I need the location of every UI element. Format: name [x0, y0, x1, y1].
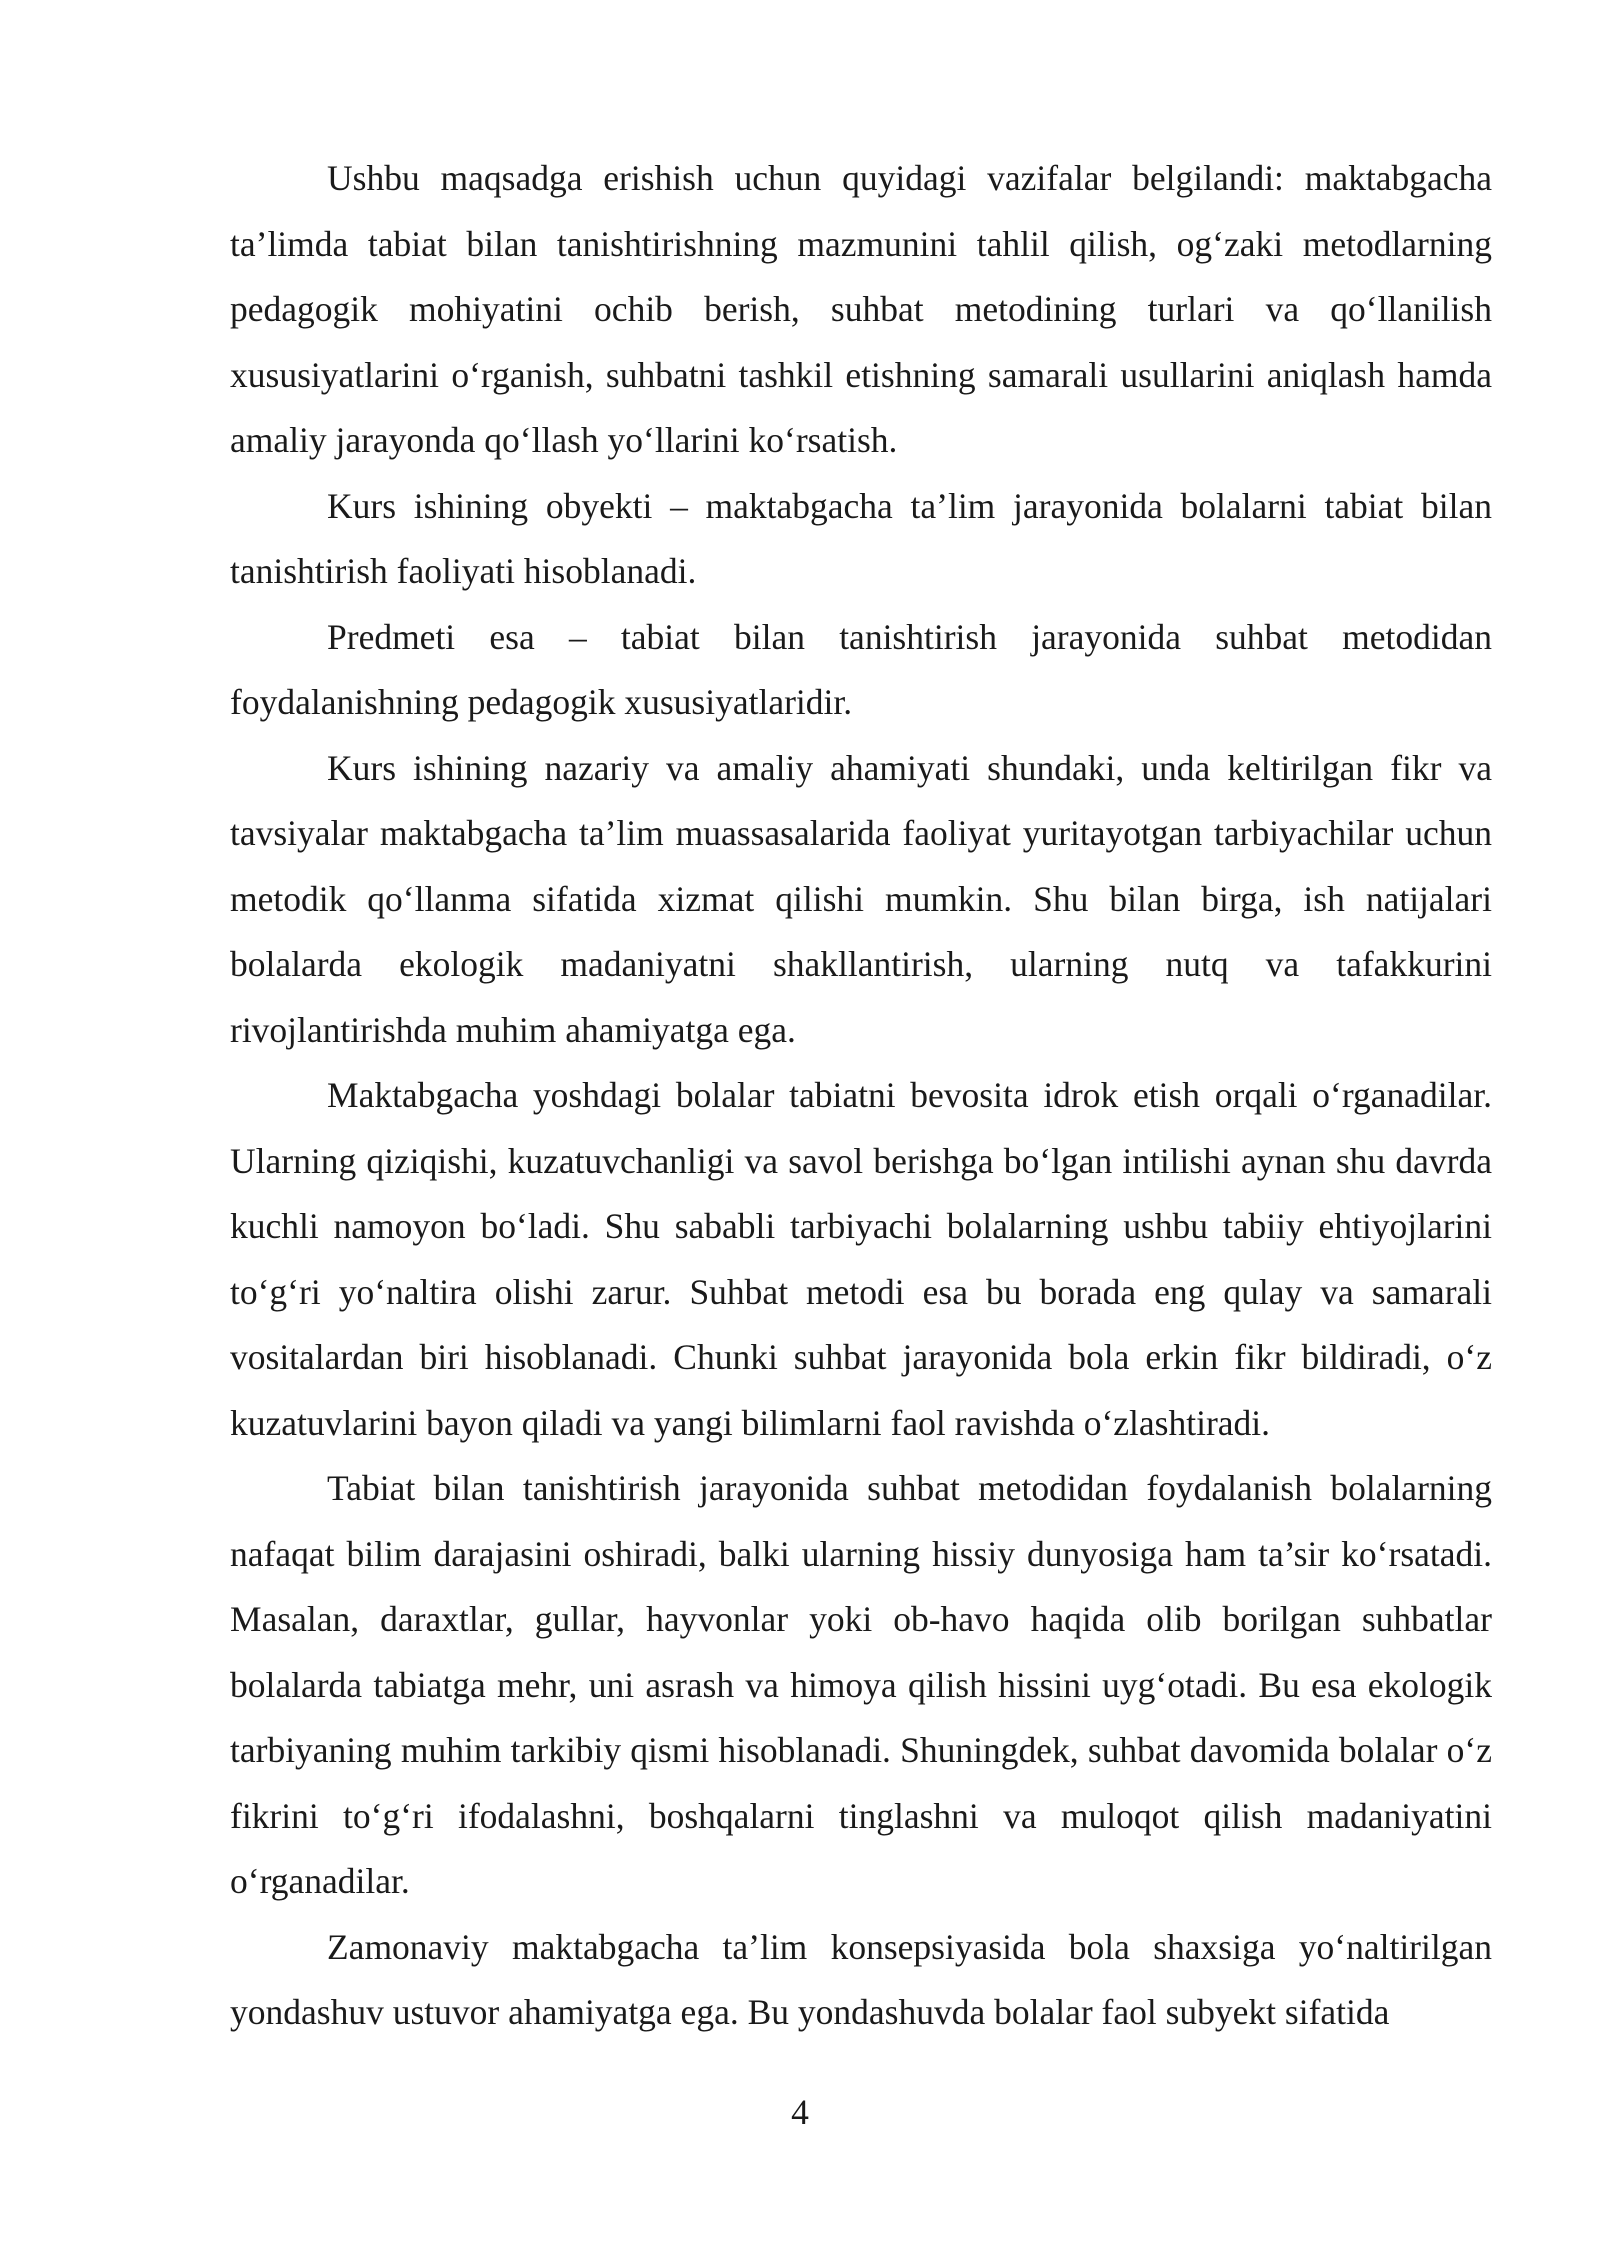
paragraph-subject: Predmeti esa – tabiat bilan tanishtirish jarayonida suhbat metodidan foydalanishning pedagogik xususiyatlaridir.: [230, 616, 1492, 722]
paragraph-conversation-method: Tabiat bilan tanishtirish jarayonida suhbat metodidan foydalanish bolalarning nafaqat bilim darajasini oshiradi, balki ularning hissiy dunyosiga ham ta’sir ko‘rsatadi. Masalan, daraxtlar, gullar, hayvonlar yoki ob-havo haqida olib borilgan suhbatlar bolalarda tabiatga mehr, uni asrash va himoya qilish hissini uyg‘otadi. Bu esa ekologik tarbiyaning muhim tarkibiy qismi hisoblanadi. Shuningdek, suhbat davomida bolalar o‘z fikrini to‘g‘ri ifodalashni, boshqalarni tinglashni va muloqot qilish madaniyatini o‘rganadilar.: [230, 1468, 1492, 1901]
body-text: [230, 146, 1492, 2046]
paragraph-preschool-perception: Maktabgacha yoshdagi bolalar tabiatni bevosita idrok etish orqali o‘rganadilar. Ularning qiziqishi, kuzatuvchanligi va savol berishga bo‘lgan intilishi aynan shu davrda kuchli namoyon bo‘ladi. Shu sababli tarbiyachi bolalarning ushbu tabiiy ehtiyojlarini to‘g‘ri yo‘naltira olishi zarur. Suhbat metodi esa bu borada eng qulay va samarali vositalardan biri hisoblanadi. Chunki suhbat jarayonida bola erkin fikr bildiradi, o‘z kuzatuvlarini bayon qiladi va yangi bilimlarni faol ravishda o‘zlashtiradi.: [230, 1075, 1492, 1443]
paragraph-tasks: Ushbu maqsadga erishish uchun quyidagi vazifalar belgilandi: maktabgacha ta’limda tabiat bilan tanishtirishning mazmunini tahlil qilish, og‘zaki metodlarning pedagogik mohiyatini ochib berish, suhbat metodining turlari va qo‘llanilish xususiyatlarini o‘rganish, suhbatni tashkil etishning samarali usullarini aniqlash hamda amaliy jarayonda qo‘llash yo‘llarini ko‘rsatish.: [230, 158, 1492, 460]
paragraph-object: Kurs ishining obyekti – maktabgacha ta’lim jarayonida bolalarni tabiat bilan tanishtirish faoliyati hisoblanadi.: [230, 485, 1492, 591]
paragraph-modern-approach: Zamonaviy maktabgacha ta’lim konsepsiyasida bola shaxsiga yo‘naltirilgan yondashuv ustuvor ahamiyatga ega. Bu yondashuvda bolalar faol subyekt sifatida: [230, 1926, 1492, 2032]
paragraph-significance: Kurs ishining nazariy va amaliy ahamiyati shundaki, unda keltirilgan fikr va tavsiyalar maktabgacha ta’lim muassasalarida faoliyat yuritayotgan tarbiyachilar uchun metodik qo‘llanma sifatida xizmat qilishi mumkin. Shu bilan birga, ish natijalari bolalarda ekologik madaniyatni shakllantirish, ularning nutq va tafakkurini rivojlantirishda muhim ahamiyatga ega.: [230, 747, 1492, 1050]
page-number: 4: [791, 2092, 809, 2132]
